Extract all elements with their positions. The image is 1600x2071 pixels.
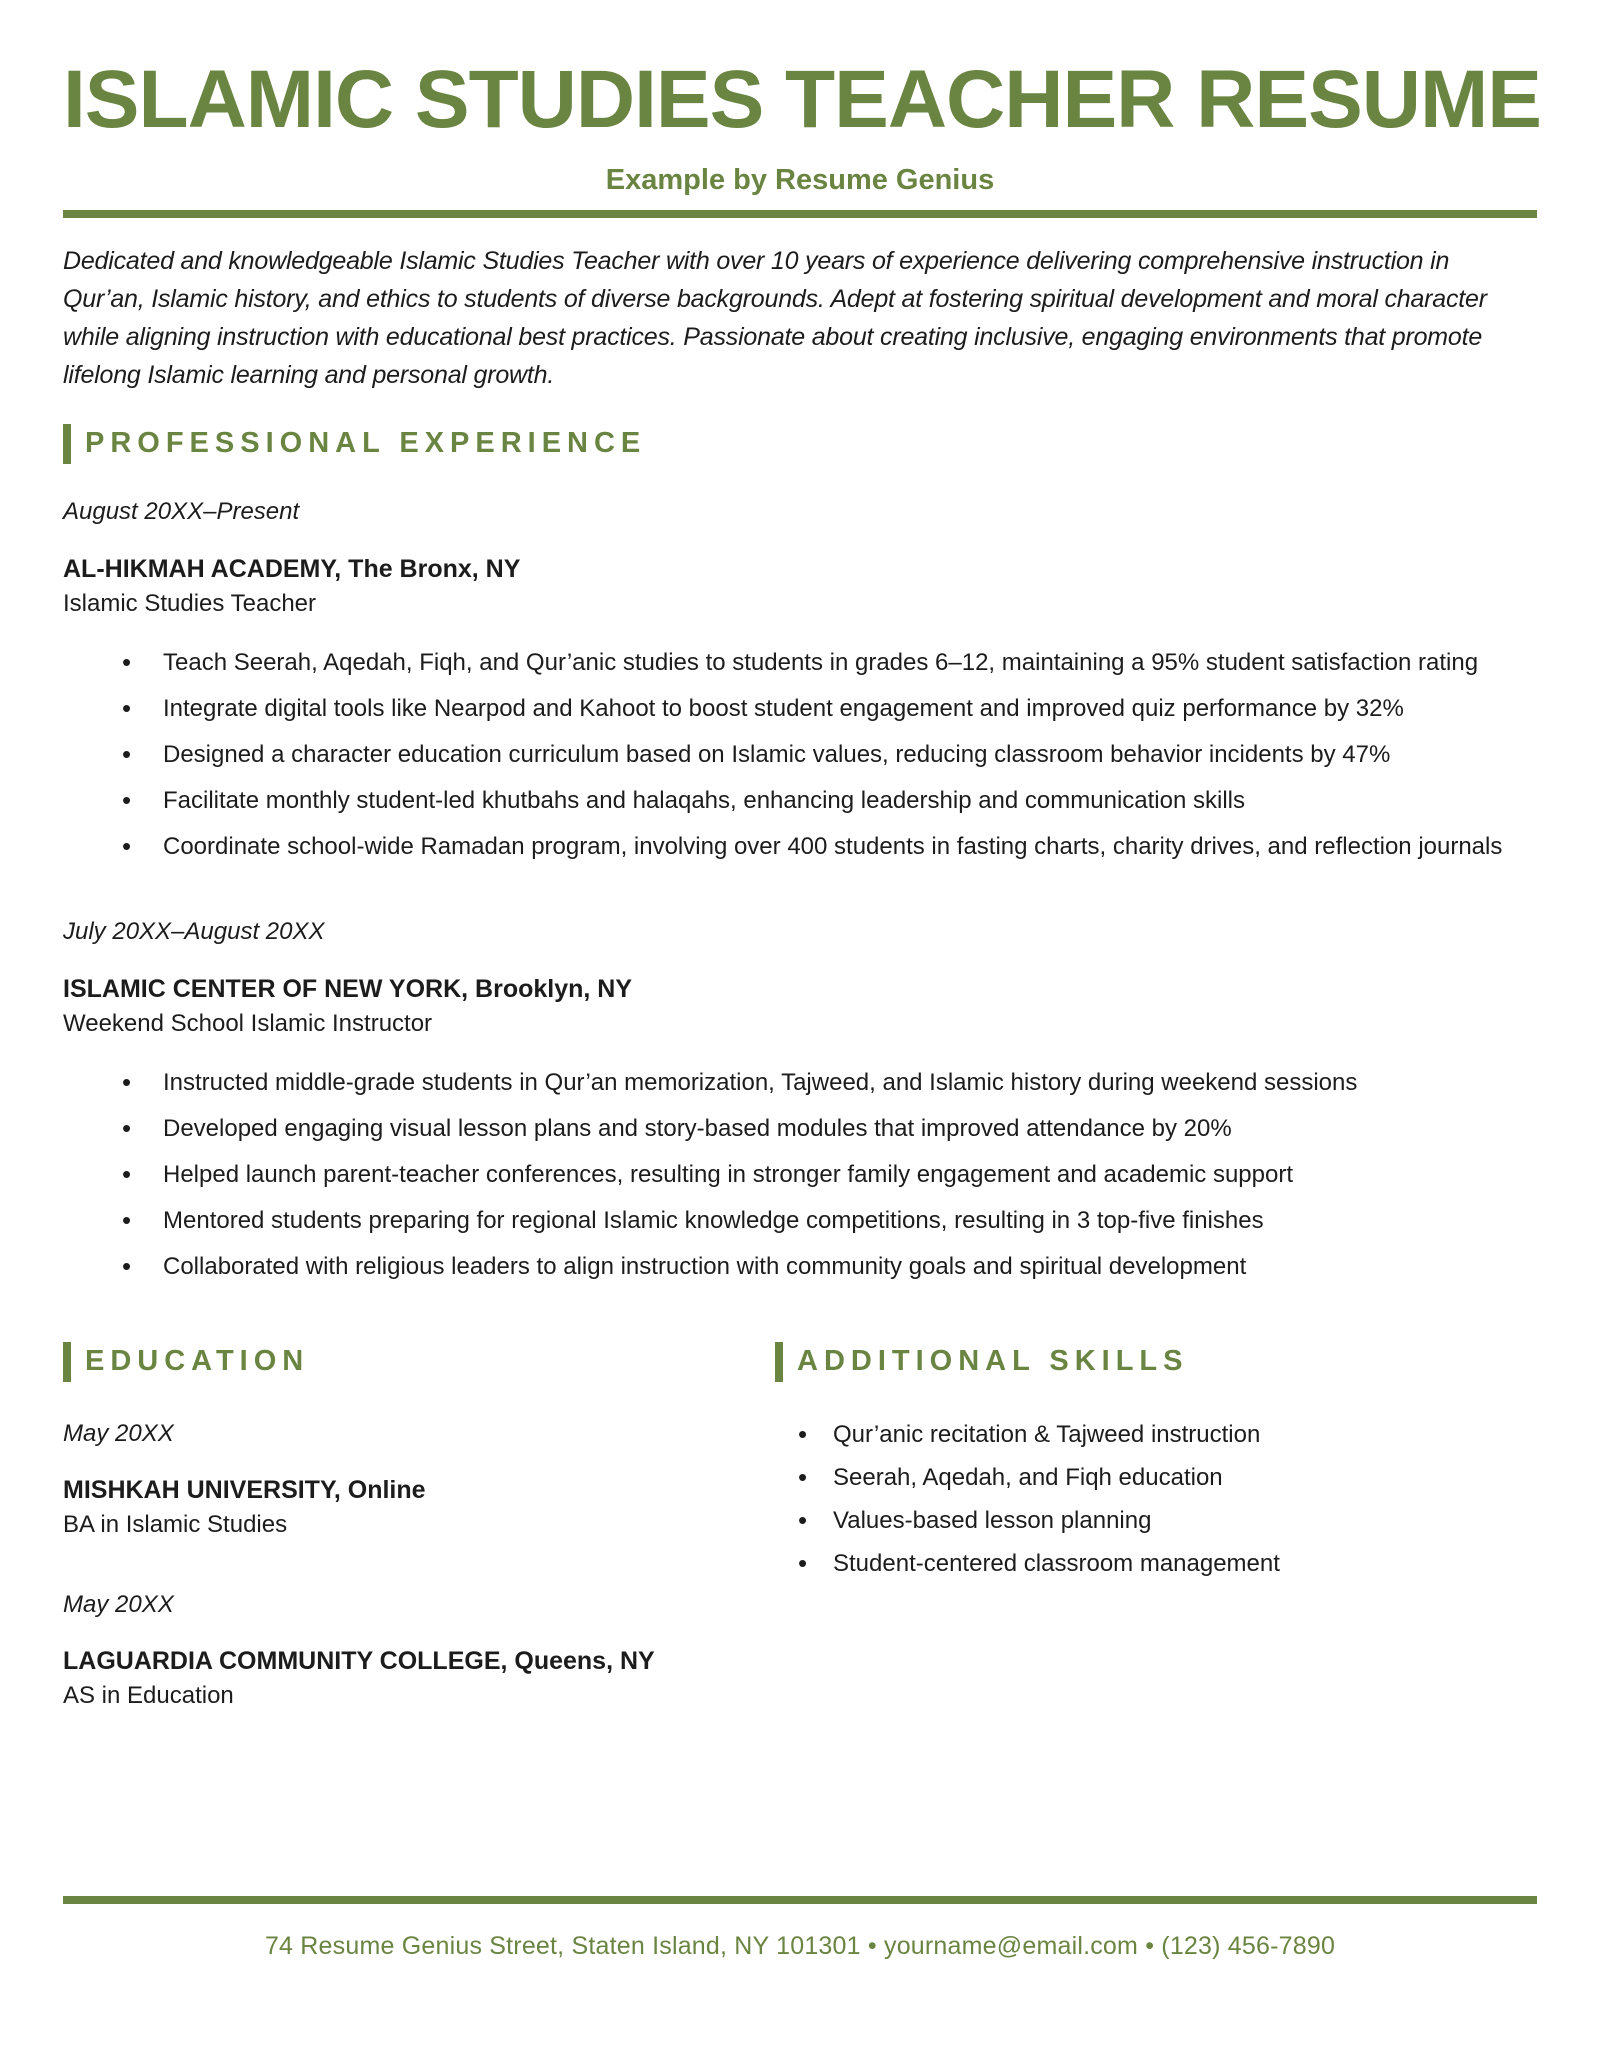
job-bullet: • Designed a character education curriculum based on Islamic values, reducing classroom behavior incidents by 47% [120,736,1537,773]
skill-item: • Student-centered classroom management [798,1549,1537,1579]
education-section [63,1342,775,1710]
job-bullet: • Helped launch parent-teacher conferences, resulting in stronger family engagement and academic support [120,1156,1537,1193]
job-bullet: • Mentored students preparing for regional Islamic knowledge competitions, resulting in 3 top-five finishes [120,1202,1537,1239]
education-date: May 20XX [63,1419,174,1447]
footer [63,1896,1537,2071]
section-heading-education [63,1342,775,1382]
job-company: AL-HIKMAH ACADEMY, The Bronx, NY [63,554,521,583]
job-dates: July 20XX–August 20XX [63,917,325,945]
skills-section [775,1342,1537,1710]
education-entry [63,1420,775,1539]
education-date: May 20XX [63,1590,174,1618]
section-title: PROFESSIONAL EXPERIENCE [85,427,647,460]
section-title: EDUCATION [85,1345,310,1378]
job-bullet-list [120,1064,1537,1285]
contact-info: 74 Resume Genius Street, Staten Island, NY 101301 • yourname@email.com • (123) 456-7890 [264,1932,1336,1960]
section-title: ADDITIONAL SKILLS [797,1345,1189,1378]
education-school: MISHKAH UNIVERSITY, Online [63,1475,426,1504]
skill-item: • Values-based lesson planning [798,1506,1537,1536]
section-heading-skills [775,1342,1537,1382]
job-dates: August 20XX–Present [63,497,300,525]
job-entry [63,464,1537,874]
job-bullet: • Teach Seerah, Aqedah, Fiqh, and Qur’anic studies to students in grades 6–12, maintaining a 95% student satisfaction rating [120,644,1537,681]
summary-text: Dedicated and knowledgeable Islamic Studies Teacher with over 10 years of experience delivering comprehensive instruction in Qur’an, Islamic history, and ethics to students of diverse backgrounds. Adept at fostering spiritual development and moral character while aligning instruction with educational best practices. Passionate about creating inclusive, engaging environments that promote lifelong Islamic learning and personal growth. [63,246,1487,389]
skill-item: • Seerah, Aqedah, and Fiqh education [798,1463,1537,1493]
job-entry [63,884,1537,1294]
job-bullet: • Coordinate school-wide Ramadan program, involving over 400 students in fasting charts, charity drives, and reflection journals [120,828,1537,865]
education-entry [63,1591,775,1710]
footer-rule [63,1896,1537,1904]
header-rule [63,210,1537,218]
job-bullet: • Developed engaging visual lesson plans and story-based modules that improved attendance by 20% [120,1110,1537,1147]
skill-item: • Qur’anic recitation & Tajweed instruction [798,1420,1537,1450]
job-bullet-list [120,644,1537,865]
page-title: ISLAMIC STUDIES TEACHER RESUME [63,54,1541,145]
job-bullet: • Collaborated with religious leaders to align instruction with community goals and spiritual development [120,1248,1537,1285]
job-bullet: • Integrate digital tools like Nearpod and Kahoot to boost student engagement and improved quiz performance by 32% [120,690,1537,727]
accent-bar [63,424,71,464]
job-bullet: • Facilitate monthly student-led khutbahs and halaqahs, enhancing leadership and communication skills [120,782,1537,819]
job-bullet: • Instructed middle-grade students in Qur’an memorization, Tajweed, and Islamic history during weekend sessions [120,1064,1537,1101]
job-role: Weekend School Islamic Instructor [63,1009,433,1037]
accent-bar [63,1342,71,1382]
page-subtitle: Example by Resume Genius [605,163,995,196]
education-degree: AS in Education [63,1681,234,1709]
accent-bar [775,1342,783,1382]
bottom-columns [63,1342,1537,1710]
education-school: LAGUARDIA COMMUNITY COLLEGE, Queens, NY [63,1646,655,1675]
job-company: ISLAMIC CENTER OF NEW YORK, Brooklyn, NY [63,974,633,1003]
job-role: Islamic Studies Teacher [63,589,317,617]
education-degree: BA in Islamic Studies [63,1510,288,1538]
skills-list [798,1420,1537,1579]
section-heading-experience [63,424,1537,464]
